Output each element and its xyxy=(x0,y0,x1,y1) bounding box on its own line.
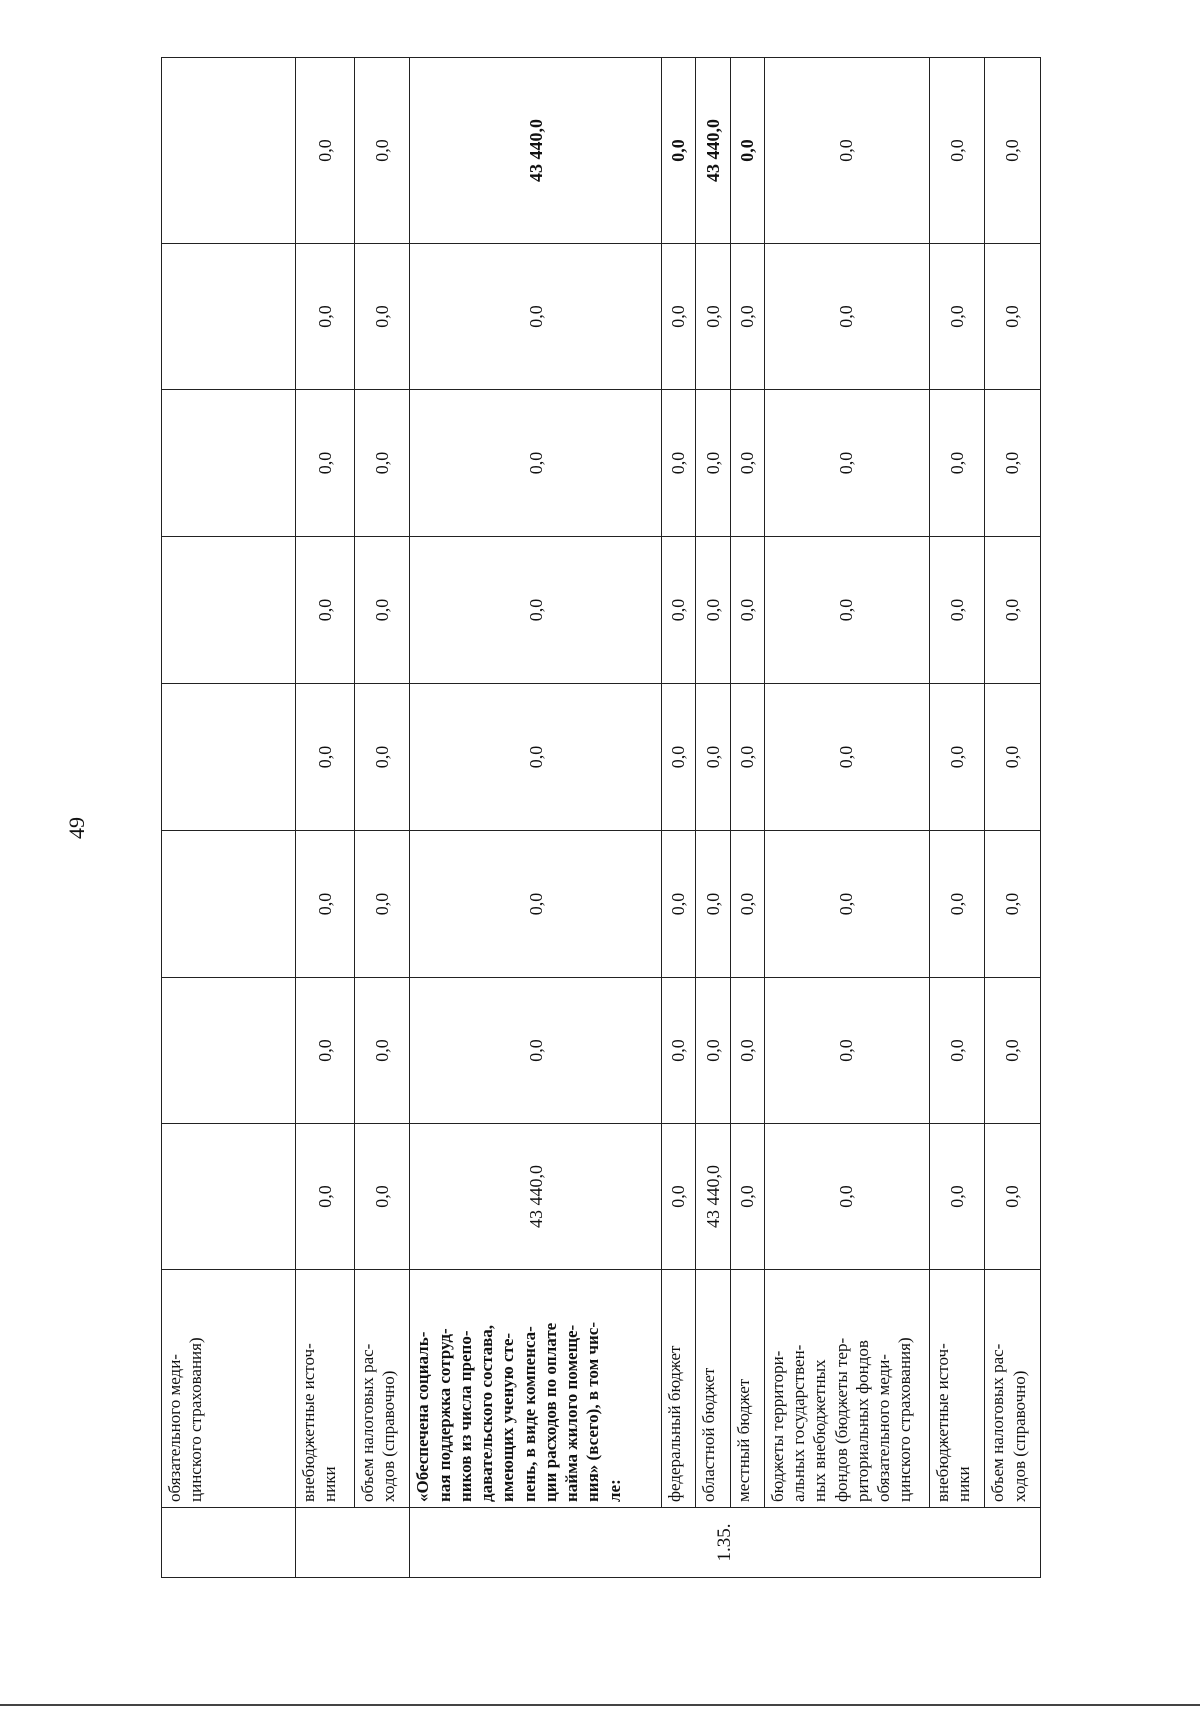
value-cell: 0,0 xyxy=(929,58,985,244)
row-label: объем налоговых рас- ходов (справочно) xyxy=(354,1270,410,1508)
value-cell: 0,0 xyxy=(985,244,1041,390)
value-cell: 0,0 xyxy=(764,390,929,537)
value-cell: 0,0 xyxy=(662,1124,696,1270)
value-cell: 0,0 xyxy=(295,537,354,684)
row-label: областной бюджет xyxy=(696,1270,730,1508)
value-cell: 0,0 xyxy=(295,684,354,831)
value-cell: 0,0 xyxy=(354,58,410,244)
value-cell: 0,0 xyxy=(295,390,354,537)
value-cell: 0,0 xyxy=(730,244,764,390)
row-label: обязательного меди- цинского страхования) xyxy=(162,1270,296,1508)
value-cell: 43 440,0 xyxy=(410,1124,662,1270)
value-cell: 0,0 xyxy=(985,978,1041,1124)
value-cell: 0,0 xyxy=(696,978,730,1124)
value-cell: 0,0 xyxy=(662,58,696,244)
value-cell: 0,0 xyxy=(730,978,764,1124)
table-row xyxy=(354,58,410,1578)
value-cell xyxy=(162,58,296,244)
value-cell: 0,0 xyxy=(985,684,1041,831)
value-cell: 0,0 xyxy=(985,58,1041,244)
value-cell: 0,0 xyxy=(662,390,696,537)
table-row xyxy=(662,58,696,1578)
value-cell: 0,0 xyxy=(295,58,354,244)
value-cell: 0,0 xyxy=(354,537,410,684)
table-row xyxy=(764,58,929,1578)
table-body xyxy=(162,58,1041,1578)
value-cell: 0,0 xyxy=(410,537,662,684)
value-cell xyxy=(162,537,296,684)
value-cell: 0,0 xyxy=(410,244,662,390)
table-row xyxy=(410,58,662,1578)
value-cell: 0,0 xyxy=(764,684,929,831)
value-cell: 0,0 xyxy=(662,537,696,684)
value-cell: 0,0 xyxy=(730,831,764,978)
value-cell xyxy=(162,1124,296,1270)
value-cell: 0,0 xyxy=(354,684,410,831)
value-cell: 0,0 xyxy=(730,684,764,831)
value-cell: 0,0 xyxy=(696,831,730,978)
row-label: «Обеспечена социаль- ная поддержка сотруд- ников из числа препо- давательского состава, имеющих ученую сте- пень, в виде компенса- ции расходов по оплате найма жилого помеще- ния» (всего), в том чис- ле: xyxy=(410,1270,662,1508)
table-row xyxy=(730,58,764,1578)
value-cell: 0,0 xyxy=(929,244,985,390)
row-number-cell xyxy=(295,1508,410,1578)
value-cell: 0,0 xyxy=(985,831,1041,978)
value-cell: 0,0 xyxy=(929,684,985,831)
value-cell: 0,0 xyxy=(354,244,410,390)
value-cell: 0,0 xyxy=(985,537,1041,684)
budget-table-area xyxy=(161,58,1041,1578)
value-cell: 43 440,0 xyxy=(410,58,662,244)
rotated-table-wrapper xyxy=(161,58,1041,1578)
budget-table xyxy=(161,57,1041,1578)
value-cell: 0,0 xyxy=(295,831,354,978)
value-cell: 0,0 xyxy=(929,978,985,1124)
value-cell: 0,0 xyxy=(929,1124,985,1270)
row-label: объем налоговых рас- ходов (справочно) xyxy=(985,1270,1041,1508)
value-cell: 0,0 xyxy=(929,831,985,978)
value-cell: 0,0 xyxy=(410,978,662,1124)
value-cell: 0,0 xyxy=(764,244,929,390)
table-row xyxy=(985,58,1041,1578)
value-cell: 0,0 xyxy=(295,978,354,1124)
value-cell: 0,0 xyxy=(764,831,929,978)
value-cell: 0,0 xyxy=(985,1124,1041,1270)
row-number-cell: 1.35. xyxy=(410,1508,1041,1578)
value-cell: 0,0 xyxy=(764,978,929,1124)
value-cell: 0,0 xyxy=(696,537,730,684)
value-cell: 0,0 xyxy=(730,1124,764,1270)
value-cell xyxy=(162,978,296,1124)
value-cell: 43 440,0 xyxy=(696,58,730,244)
row-label: бюджеты территори- альных государствен- ных внебюджетных фондов (бюджеты тер- риториальных фондов обязательного меди- цинского страхования) xyxy=(764,1270,929,1508)
table-row xyxy=(929,58,985,1578)
value-cell: 0,0 xyxy=(662,978,696,1124)
page-number: 49 xyxy=(64,817,89,839)
value-cell: 0,0 xyxy=(764,1124,929,1270)
value-cell xyxy=(162,684,296,831)
value-cell: 0,0 xyxy=(764,58,929,244)
value-cell: 0,0 xyxy=(662,684,696,831)
value-cell: 0,0 xyxy=(696,390,730,537)
value-cell: 0,0 xyxy=(730,537,764,684)
value-cell: 0,0 xyxy=(410,684,662,831)
value-cell: 0,0 xyxy=(696,684,730,831)
value-cell: 0,0 xyxy=(662,831,696,978)
value-cell: 0,0 xyxy=(354,978,410,1124)
scan-edge-line xyxy=(0,1704,1200,1706)
value-cell: 0,0 xyxy=(662,244,696,390)
value-cell: 0,0 xyxy=(696,244,730,390)
value-cell: 0,0 xyxy=(764,537,929,684)
row-label: федеральный бюджет xyxy=(662,1270,696,1508)
value-cell xyxy=(162,831,296,978)
value-cell: 0,0 xyxy=(354,1124,410,1270)
value-cell xyxy=(162,244,296,390)
value-cell: 0,0 xyxy=(929,390,985,537)
table-row xyxy=(696,58,730,1578)
value-cell: 0,0 xyxy=(295,1124,354,1270)
value-cell: 0,0 xyxy=(410,390,662,537)
value-cell: 0,0 xyxy=(354,390,410,537)
row-label: внебюджетные источ- ники xyxy=(295,1270,354,1508)
table-row xyxy=(295,58,354,1578)
value-cell: 0,0 xyxy=(929,537,985,684)
value-cell: 0,0 xyxy=(730,58,764,244)
row-label: внебюджетные источ- ники xyxy=(929,1270,985,1508)
value-cell: 0,0 xyxy=(730,390,764,537)
value-cell xyxy=(162,390,296,537)
row-label: местный бюджет xyxy=(730,1270,764,1508)
value-cell: 0,0 xyxy=(354,831,410,978)
value-cell: 43 440,0 xyxy=(696,1124,730,1270)
row-number-cell xyxy=(162,1508,296,1578)
table-row xyxy=(162,58,296,1578)
value-cell: 0,0 xyxy=(985,390,1041,537)
value-cell: 0,0 xyxy=(295,244,354,390)
value-cell: 0,0 xyxy=(410,831,662,978)
